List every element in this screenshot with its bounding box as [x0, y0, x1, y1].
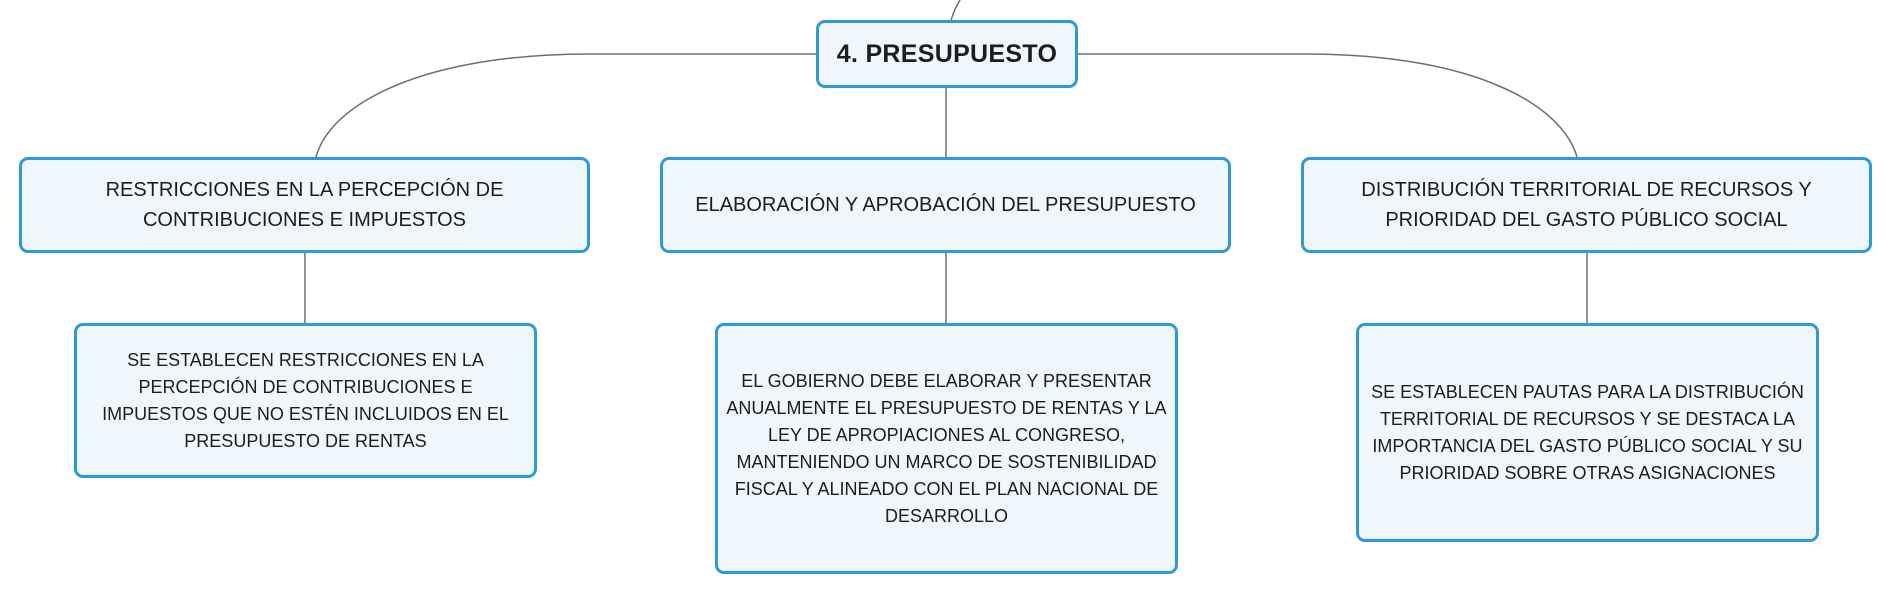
- leaf-node-distribucion[interactable]: [1356, 323, 1819, 542]
- branch-node-label: ELABORACIÓN Y APROBACIÓN DEL PRESUPUESTO: [695, 194, 1196, 216]
- leaf-node-elaboracion[interactable]: [715, 323, 1178, 574]
- branch-node-distribucion[interactable]: [1301, 157, 1872, 253]
- branch-node-label: RESTRICCIONES EN LA PERCEPCIÓN DE CONTRIBUCIONES E IMPUESTOS: [105, 179, 504, 231]
- branch-node-label: DISTRIBUCIÓN TERRITORIAL DE RECURSOS Y PRIORIDAD DEL GASTO PÚBLICO SOCIAL: [1361, 179, 1812, 231]
- connector-from-parent: [951, 0, 960, 20]
- leaf-node-text: SE ESTABLECEN PAUTAS PARA LA DISTRIBUCIÓN TERRITORIAL DE RECURSOS Y SE DESTACA LA IMPORTANCIA DEL GASTO PÚBLICO SOCIAL Y SU PRIORIDAD SOBRE OTRAS ASIGNACIONES: [1371, 381, 1804, 483]
- leaf-node-text: SE ESTABLECEN RESTRICCIONES EN LA PERCEPCIÓN DE CONTRIBUCIONES E IMPUESTOS QUE NO ESTÉN INCLUIDOS EN EL PRESUPUESTO DE RENTAS: [102, 349, 509, 451]
- root-node-label: 4. PRESUPUESTO: [836, 39, 1058, 68]
- branch-node-elaboracion[interactable]: [660, 157, 1231, 253]
- root-node[interactable]: [816, 20, 1078, 88]
- branch-node-restricciones[interactable]: [19, 157, 590, 253]
- connector-root-branch-1: [316, 54, 816, 157]
- leaf-node-restricciones[interactable]: [74, 323, 537, 478]
- leaf-node-text: EL GOBIERNO DEBE ELABORAR Y PRESENTAR ANUALMENTE EL PRESUPUESTO DE RENTAS Y LA LEY DE APROPIACIONES AL CONGRESO, MANTENIENDO UN MARCO DE SOSTENIBILIDAD FISCAL Y ALINEADO CON EL PLAN NACIONAL DE DESARROLLO: [726, 370, 1167, 526]
- connector-root-branch-3: [1078, 54, 1577, 157]
